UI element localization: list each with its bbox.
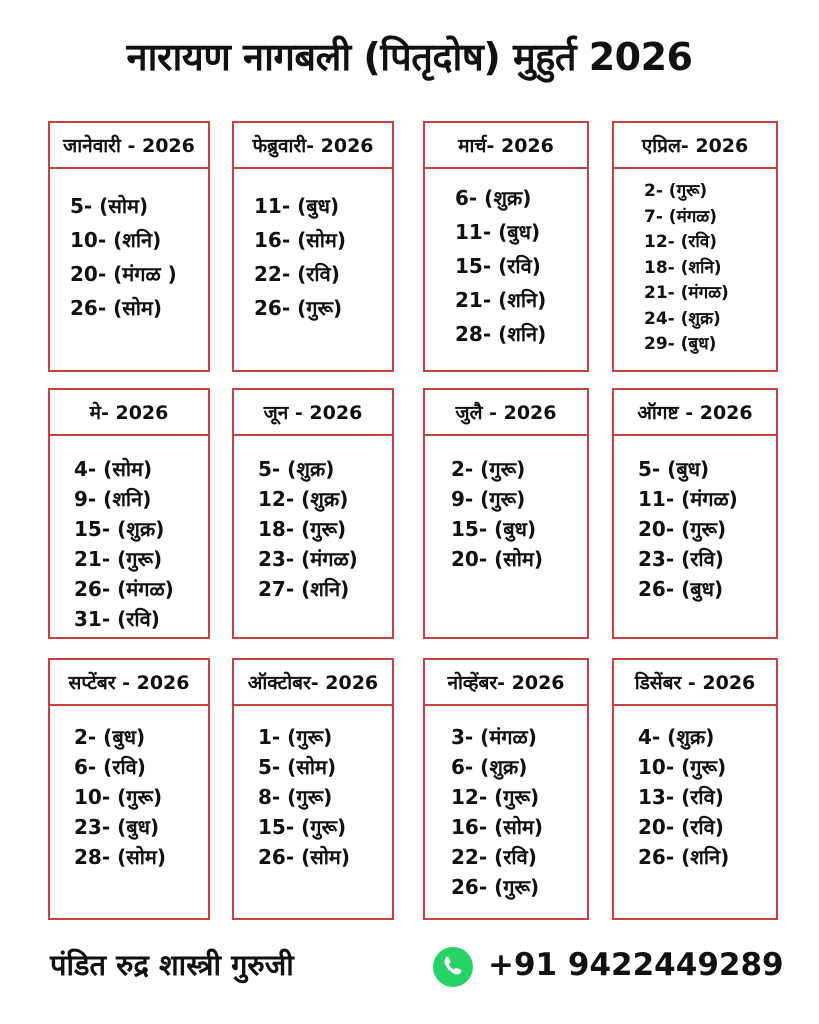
date-item: 15- (शुक्र): [74, 517, 165, 541]
month-card: [423, 121, 589, 372]
date-item: 26- (मंगळ): [74, 577, 174, 601]
date-item: 26- (गुरू): [254, 296, 343, 320]
date-item: 28- (सोम): [74, 845, 167, 869]
date-item: 16- (सोम): [254, 228, 347, 252]
date-item: 29- (बुध): [644, 334, 717, 354]
month-title: एप्रिल- 2026: [614, 123, 776, 169]
month-card: [423, 658, 589, 920]
date-item: 3- (मंगळ): [451, 725, 537, 749]
date-item: 18- (शनि): [644, 257, 722, 278]
date-item: 5- (सोम): [70, 194, 149, 218]
month-title: जुलै - 2026: [425, 390, 587, 436]
date-item: 7- (मंगळ): [644, 206, 717, 227]
date-item: 12- (गुरू): [451, 785, 540, 809]
date-item: 28- (शनि): [455, 322, 547, 346]
month-title: ऑगष्ट - 2026: [614, 390, 776, 436]
date-item: 12- (शुक्र): [258, 487, 349, 511]
month-title: नोव्हेंबर- 2026: [425, 660, 587, 706]
date-item: 2- (गुरू): [644, 181, 708, 201]
date-item: 26- (गुरू): [451, 875, 540, 899]
date-item: 26- (सोम): [70, 296, 163, 320]
date-item: 20- (रवि): [638, 815, 724, 839]
date-item: 26- (शनि): [638, 845, 730, 869]
pandit-name: पंडित रुद्र शास्त्री गुरुजी: [50, 948, 294, 982]
date-list: [614, 436, 776, 604]
date-list: [425, 169, 587, 351]
date-item: 26- (सोम): [258, 845, 351, 869]
month-title: ऑक्टोबर- 2026: [234, 660, 392, 706]
date-list: [425, 436, 587, 574]
date-item: 26- (बुध): [638, 577, 724, 601]
date-list: [50, 706, 208, 872]
date-item: 5- (सोम): [258, 755, 337, 779]
date-item: 13- (रवि): [638, 785, 724, 809]
whatsapp-icon[interactable]: [432, 946, 474, 988]
date-item: 10- (गुरू): [74, 785, 163, 809]
date-item: 10- (शनि): [70, 228, 162, 252]
date-item: 9- (शनि): [74, 487, 152, 511]
date-item: 27- (शनि): [258, 577, 350, 601]
date-item: 22- (रवि): [254, 262, 340, 286]
month-title: सप्टेंबर - 2026: [50, 660, 208, 706]
date-item: 23- (मंगळ): [258, 547, 358, 571]
month-card: [232, 388, 394, 639]
date-item: 6- (शुक्र): [451, 755, 528, 779]
date-item: 6- (रवि): [74, 755, 146, 779]
date-list: [234, 436, 392, 604]
date-list: [614, 706, 776, 872]
date-item: 24- (शुक्र): [644, 308, 721, 329]
month-title: जून - 2026: [234, 390, 392, 436]
month-title: डिसेंबर - 2026: [614, 660, 776, 706]
month-title: फेब्रुवारी- 2026: [234, 123, 392, 169]
date-item: 21- (गुरू): [74, 547, 163, 571]
date-item: 2- (गुरू): [451, 457, 526, 481]
phone-number[interactable]: +91 9422449289: [488, 947, 784, 983]
date-item: 11- (बुध): [254, 194, 340, 218]
month-title: मार्च- 2026: [425, 123, 587, 169]
month-card: [612, 658, 778, 920]
month-card: [232, 121, 394, 372]
date-item: 18- (गुरू): [258, 517, 347, 541]
date-list: [50, 169, 208, 325]
date-item: 1- (गुरू): [258, 725, 333, 749]
date-list: [50, 436, 208, 634]
date-item: 8- (गुरू): [258, 785, 333, 809]
date-item: 21- (शनि): [455, 288, 547, 312]
date-item: 31- (रवि): [74, 607, 160, 631]
date-item: 15- (बुध): [451, 517, 537, 541]
date-item: 20- (सोम): [451, 547, 544, 571]
date-item: 23- (रवि): [638, 547, 724, 571]
date-item: 20- (गुरू): [638, 517, 727, 541]
date-item: 15- (गुरू): [258, 815, 347, 839]
month-card: [423, 388, 589, 639]
date-item: 4- (शुक्र): [638, 725, 715, 749]
month-card: [48, 658, 210, 920]
date-item: 4- (सोम): [74, 457, 153, 481]
month-card: [612, 388, 778, 639]
date-item: 6- (शुक्र): [455, 186, 532, 210]
date-item: 11- (मंगळ): [638, 487, 738, 511]
month-card: [612, 121, 778, 372]
page-title: नारायण नागबली (पितृदोष) मुहुर्त 2026: [126, 35, 693, 79]
month-card: [232, 658, 394, 920]
date-item: 5- (बुध): [638, 457, 710, 481]
date-item: 9- (गुरू): [451, 487, 526, 511]
date-item: 15- (रवि): [455, 254, 541, 278]
date-list: [425, 706, 587, 902]
date-item: 10- (गुरू): [638, 755, 727, 779]
date-item: 22- (रवि): [451, 845, 537, 869]
date-item: 21- (मंगळ): [644, 283, 729, 303]
date-item: 16- (सोम): [451, 815, 544, 839]
month-title: मे- 2026: [50, 390, 208, 436]
date-item: 23- (बुध): [74, 815, 160, 839]
date-list: [234, 706, 392, 872]
month-card: [48, 388, 210, 639]
date-item: 2- (बुध): [74, 725, 146, 749]
date-item: 11- (बुध): [455, 220, 541, 244]
date-item: 5- (शुक्र): [258, 457, 335, 481]
month-title: जानेवारी - 2026: [50, 123, 208, 169]
date-item: 12- (रवि): [644, 232, 717, 252]
date-item: 20- (मंगळ ): [70, 262, 177, 286]
month-card: [48, 121, 210, 372]
date-list: [234, 169, 392, 325]
date-list: [614, 169, 776, 358]
